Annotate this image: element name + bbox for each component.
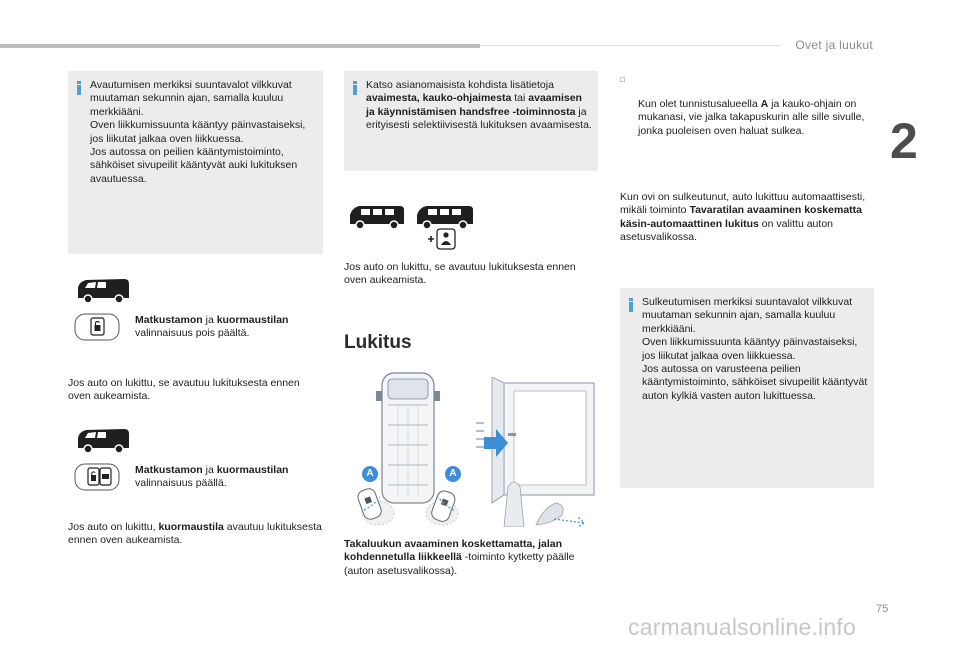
header-rule-thin: [480, 45, 780, 46]
chapter-number: 2: [890, 113, 918, 169]
option-cabin-load-on: [135, 464, 325, 491]
plus-person-icon: [427, 228, 457, 250]
bullet-item: □ Kun olet tunnistusalueella A ja kauko-ohjain on mukanasi, vie jalka takapuskurin alle sille sivulle, jonka puoleisen oven haluat sulkea.: [620, 75, 865, 137]
info-icon: [352, 81, 358, 95]
figure-caption: Takaluukun avaaminen koskettamatta, jalan kohdennetulla liikkeellä -toiminto kytketty päälle (auton asetusvalikossa).: [344, 538, 575, 577]
watermark: carmanualsonline.info: [628, 614, 856, 640]
paragraph: Jos auto on lukittu, se avautuu lukituksesta ennen oven aukeamista.: [344, 261, 576, 287]
section-heading: Lukitus: [344, 332, 412, 353]
info-icon: [628, 298, 634, 312]
bold-term: kuormaustila: [158, 521, 224, 533]
info-box-unlock: [68, 71, 323, 254]
info-box-text: Sulkeutumisen merkiksi suuntavalot vilkkuvat muutaman sekunnin ajan, samalla kuuluu merkkiääni. Oven liikkumissuunta kääntyy päinvastaiseksi, jos liikutat jalkaa oven liikkuessa. Jos autossa on varusteena peilien kääntymistoiminto, sähköiset sivupeilit kääntyvät auton kylkiä vasten auton lukittuessa.: [642, 296, 868, 402]
page-number: 75: [876, 603, 889, 615]
van-side-icon: [347, 202, 407, 232]
info-box-text: Katso asianomaisista kohdista lisätietoja avaimesta, kauko-ohjaimesta tai avaamisen ja käynnistämisen handsfree -toiminnosta ja erityisesti selektiivisestä lukituksen avaamisesta.: [366, 79, 592, 132]
option-desc: valinnaisuus pois päältä.: [135, 327, 250, 340]
paragraph: Jos auto on lukittu, kuormaustila avautuu lukituksesta ennen oven aukeamista.: [68, 521, 322, 547]
van-top-view-illustration: [344, 365, 474, 530]
header-rule: [0, 44, 480, 48]
info-icon: [76, 81, 82, 95]
info-box-text: Avautumisen merkiksi suuntavalot vilkkuvat muutaman sekunnin ajan, samalla kuuluu merkkiääni. Oven liikkumissuunta kääntyy päinvastaiseksi, jos liikutat jalkaa oven liikkuessa. Jos autossa on peilien kääntymistoiminto, sähköiset sivupeilit kääntyvät auki lukituksen avautuessa.: [90, 79, 306, 185]
van-icon: [74, 426, 132, 454]
option-desc: valinnaisuus päällä.: [135, 477, 227, 490]
zone-a-marker-left: A: [362, 466, 378, 482]
section-title: Ovet ja luukut: [795, 38, 873, 52]
option-joiner: ja: [202, 314, 217, 326]
info-box-lock: [620, 288, 874, 488]
van-icon: [74, 276, 132, 304]
info-box-references: [344, 71, 598, 171]
option-term: Matkustamon: [135, 314, 203, 326]
foot-gesture-illustration: [474, 377, 598, 527]
zone-a-marker-right: A: [445, 466, 461, 482]
option-term: kuormaustilan: [216, 314, 289, 326]
option-term: Matkustamon: [135, 464, 203, 476]
option-term: kuormaustilan: [216, 464, 289, 476]
option-joiner: ja: [202, 464, 217, 476]
unlock-button-icon: [74, 312, 120, 342]
option-cabin-load-off: [135, 314, 325, 341]
unlock-double-button-icon: [74, 462, 120, 492]
paragraph: Kun ovi on sulkeutunut, auto lukittuu automaattisesti, mikäli toiminto Tavaratilan avaaminen koskematta käsin-automaattinen lukitus on valittu auton asetusvalikossa.: [620, 191, 866, 244]
bullet-symbol-icon: □: [620, 75, 625, 84]
paragraph: Jos auto on lukittu, se avautuu lukituksesta ennen oven aukeamista.: [68, 377, 300, 403]
